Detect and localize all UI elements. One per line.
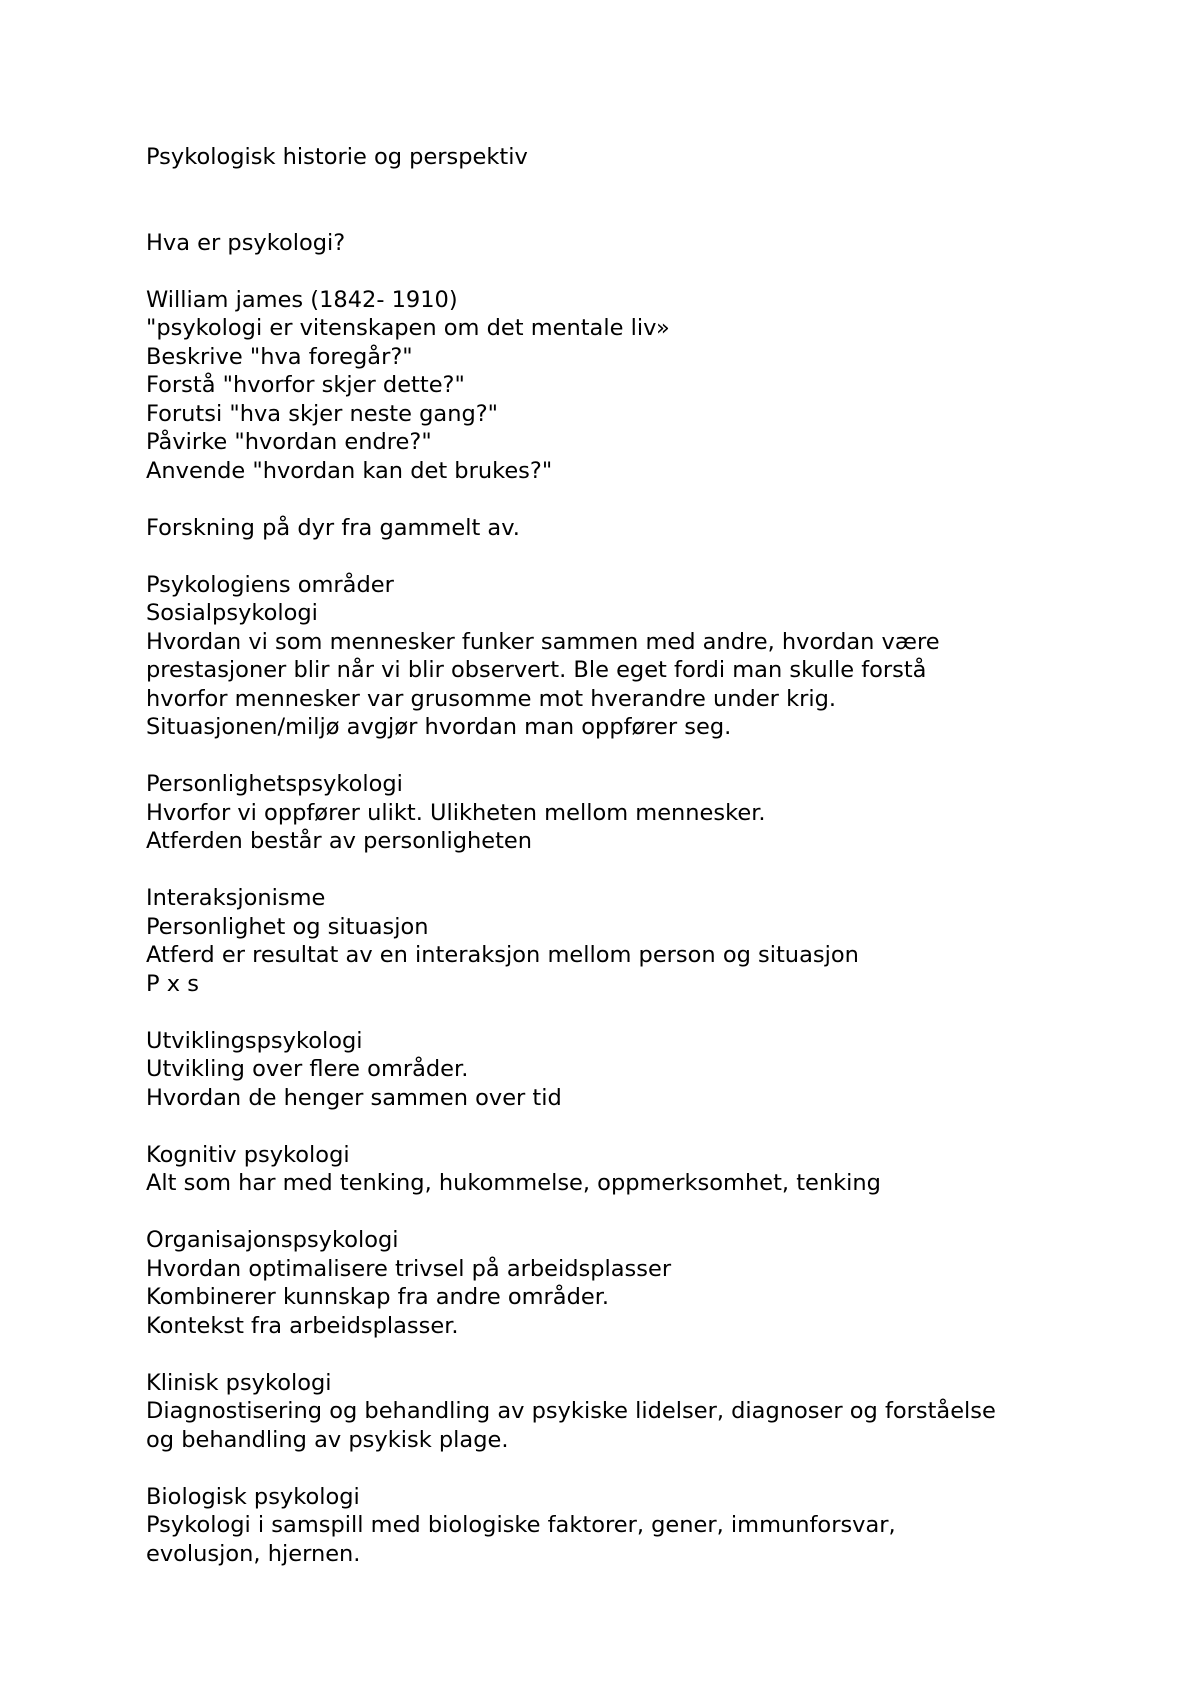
spacer [146,257,1086,286]
section-text: Hvorfor vi oppfører ulikt. Ulikheten mellom mennesker. [146,799,766,826]
section-text: Psykologi i samspill med biologiske faktorer, gener, immunforsvar, [146,1512,896,1538]
section-text: evolusjon, hjernen. [146,1540,361,1567]
spacer [146,1454,1086,1483]
section-text: prestasjoner blir når vi blir observert. Ble eget fordi man skulle forstå [146,657,927,683]
section-text: Alt som har med tenking, hukommelse, oppmerksomhet, tenking [146,1170,881,1196]
james-line: Anvende "hvordan kan det brukes?" [146,457,553,484]
section-heading: Interaksjonisme [146,885,326,911]
section-text: Situasjonen/miljø avgjør hvordan man oppfører seg. [146,714,732,740]
section-text: Kontekst fra arbeidsplasser. [146,1312,459,1339]
spacer [146,1340,1086,1369]
spacer [146,1198,1086,1227]
document-page [146,143,1086,1568]
section-text: Atferden består av personligheten [146,828,533,854]
section-heading: Klinisk psykologi [146,1369,332,1396]
section-text: P x s [146,970,199,997]
section-text: Utvikling over flere områder. [146,1056,469,1082]
spacer [146,856,1086,885]
section-text: og behandling av psykisk plage. [146,1426,509,1453]
question-heading: Hva er psykologi? [146,229,346,256]
section-text: Hvordan optimalisere trivsel på arbeidsplasser [146,1255,672,1282]
james-line: Beskrive "hva foregår?" [146,343,413,370]
section-text: Hvordan vi som mennesker funker sammen med andre, hvordan være [146,628,940,655]
spacer [146,998,1086,1027]
section-text: Kombinerer kunnskap fra andre områder. [146,1284,610,1310]
section-heading: Utviklingspsykologi [146,1027,363,1054]
spacer [146,172,1086,229]
james-line: Forutsi "hva skjer neste gang?" [146,400,499,427]
document-title: Psykologisk historie og perspektiv [146,144,528,170]
section-text: Atferd er resultat av en interaksjon mellom person og situasjon [146,942,859,968]
section-text: Personlighet og situasjon [146,913,429,940]
spacer [146,542,1086,571]
section-heading: Kognitiv psykologi [146,1141,350,1168]
james-line: Forstå "hvorfor skjer dette?" [146,372,465,398]
james-line: Påvirke "hvordan endre?" [146,429,432,455]
spacer [146,485,1086,514]
spacer [146,742,1086,771]
section-text: Diagnostisering og behandling av psykiske lidelser, diagnoser og forståelse [146,1398,996,1424]
james-line: "psykologi er vitenskapen om det mentale liv» [146,315,670,341]
section-heading: Sosialpsykologi [146,600,318,626]
section-heading: Organisajonspsykologi [146,1227,399,1253]
section-heading: Biologisk psykologi [146,1483,360,1510]
section-text: hvorfor mennesker var grusomme mot hverandre under krig. [146,685,837,712]
section-text: Hvordan de henger sammen over tid [146,1084,562,1111]
spacer [146,1112,1086,1141]
animal-research-line: Forskning på dyr fra gammelt av. [146,514,520,541]
james-line: William james (1842- 1910) [146,286,458,313]
section-heading: Personlighetspsykologi [146,771,403,797]
areas-heading: Psykologiens områder [146,571,394,598]
